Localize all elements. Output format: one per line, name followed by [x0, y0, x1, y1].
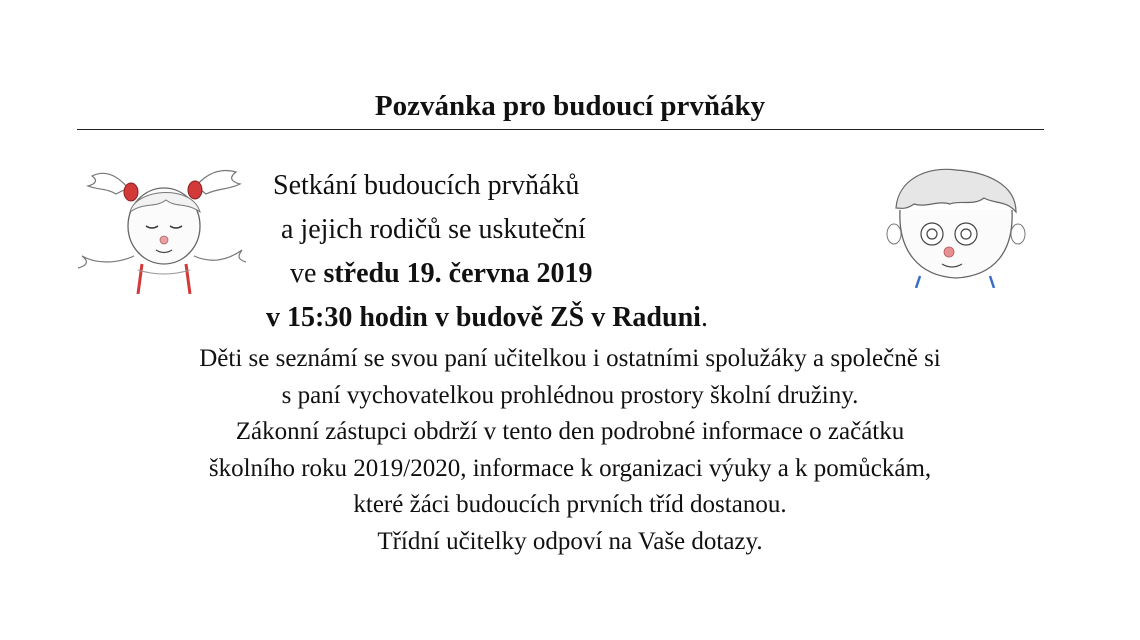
intro-line-3 — [0, 252, 1140, 296]
title-divider — [77, 129, 1044, 130]
invitation-intro — [0, 164, 1140, 340]
details-line: Děti se seznámí se svou paní učitelkou i ostatními spolužáky a společně si — [199, 345, 941, 372]
intro-line-3-prefix: ve — [290, 258, 324, 289]
details-line: které žáci budoucích prvních tříd dostanou. — [353, 491, 787, 518]
details-line: školního roku 2019/2020, informace k organizaci výuky a k pomůckám, — [208, 454, 932, 482]
event-time-place: v 15:30 hodin v budově ZŠ v Raduni — [266, 302, 701, 333]
details-line: Třídní učitelky odpoví na Vaše dotazy. — [377, 527, 763, 555]
page-title: Pozvánka pro budoucí prvňáky — [374, 90, 766, 122]
details-line: Zákonní zástupci obdrží v tento den podrobné informace o začátku — [235, 418, 905, 445]
intro-line-1: Setkání budoucích prvňáků — [273, 170, 580, 201]
invitation-details — [0, 341, 1140, 560]
event-date: středu 19. června 2019 — [323, 258, 593, 289]
intro-line-4-suffix: . — [700, 302, 708, 333]
intro-line-2: a jejich rodičů se uskuteční — [281, 214, 586, 245]
intro-line-4 — [0, 296, 1140, 340]
details-line: s paní vychovatelkou prohlédnou prostory školní družiny. — [281, 381, 859, 409]
